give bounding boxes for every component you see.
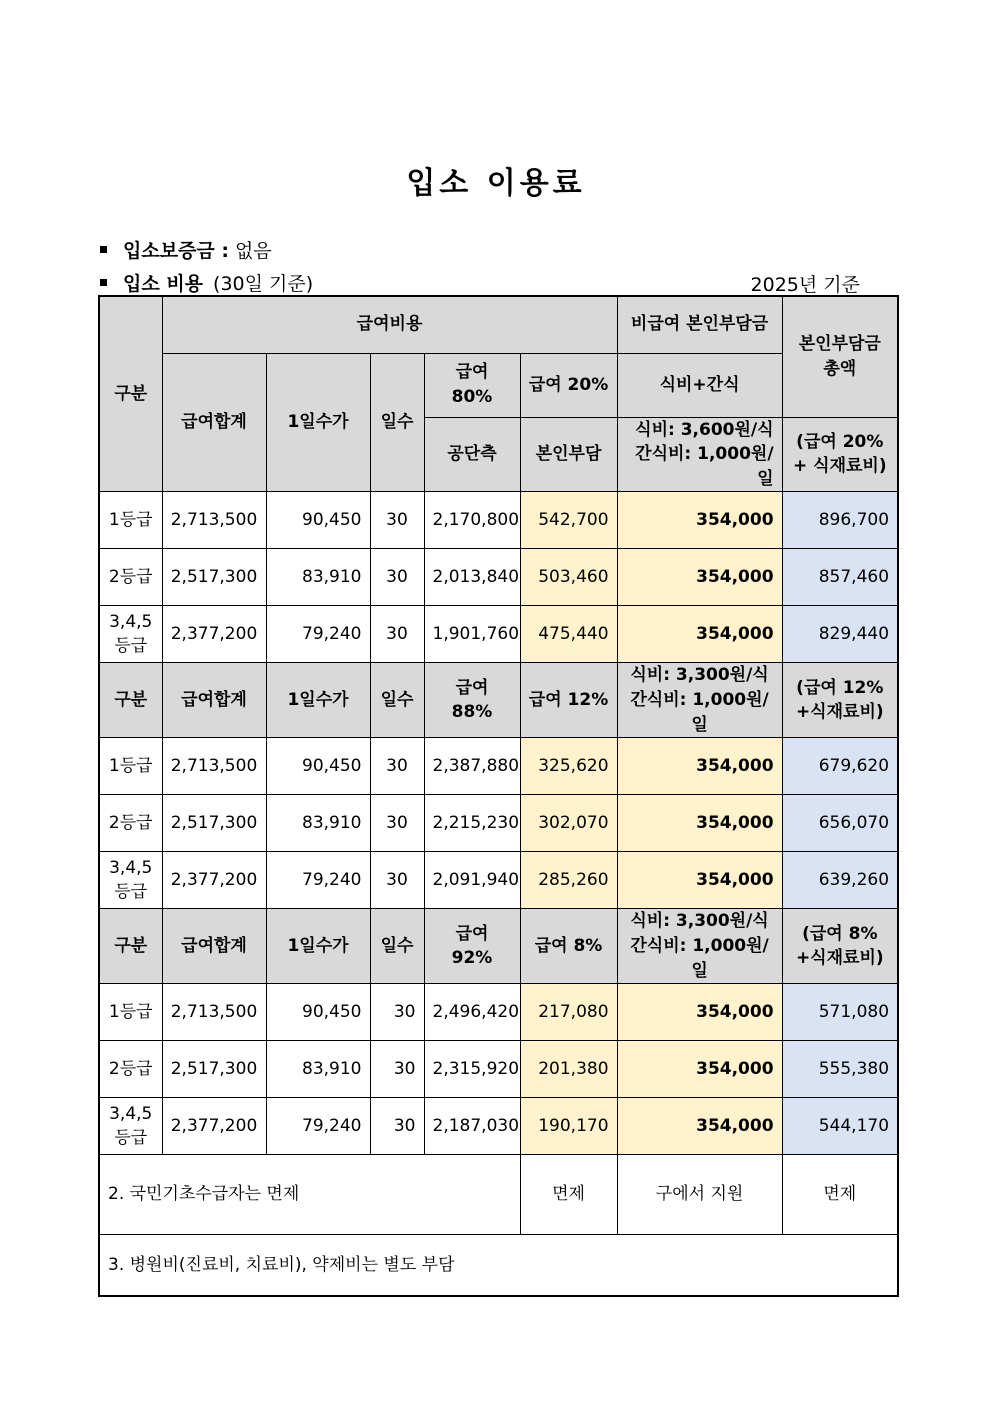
days-cell: 30 <box>370 1041 424 1098</box>
header-days: 일수 <box>370 663 424 738</box>
formula-line2: +식재료비) <box>795 702 884 723</box>
self-pay-cell: 542,700 <box>520 492 617 549</box>
grade-line2: 등급 <box>114 1128 148 1149</box>
header-pct-self: 급여 8% <box>520 909 617 984</box>
header-benefit-total: 급여합계 <box>162 909 266 984</box>
grade-cell: 1등급 <box>99 492 162 549</box>
header-meal-price <box>617 417 782 492</box>
total-cell: 571,080 <box>782 984 898 1041</box>
food-cost-cell: 354,000 <box>617 738 782 795</box>
food-cost-cell: 354,000 <box>617 795 782 852</box>
self-pay-cell: 302,070 <box>520 795 617 852</box>
days-cell: 30 <box>370 984 424 1041</box>
self-pay-cell: 503,460 <box>520 549 617 606</box>
header-daily-fee: 1일수가 <box>266 663 370 738</box>
note-exemption-total: 면제 <box>782 1155 898 1235</box>
deposit-line <box>100 236 272 263</box>
public-cell: 2,091,940 <box>424 852 520 909</box>
header-total-line1: 본인부담금 <box>798 334 881 355</box>
total-cell: 679,620 <box>782 738 898 795</box>
public-cell: 2,387,880 <box>424 738 520 795</box>
total-cell: 896,700 <box>782 492 898 549</box>
header-total-line2: 총액 <box>823 358 857 379</box>
total-cell: 857,460 <box>782 549 898 606</box>
header-pct-self: 급여 20% <box>520 353 617 417</box>
daily-fee-cell: 83,910 <box>266 1041 370 1098</box>
total-cell: 544,170 <box>782 1098 898 1155</box>
meal-price: 식비: 3,300원/식 <box>630 665 769 686</box>
header-meal-snack: 식비+간식 <box>617 353 782 417</box>
section-header-row <box>99 909 898 984</box>
grade-line2: 등급 <box>114 636 148 657</box>
self-pay-cell: 475,440 <box>520 606 617 663</box>
daily-fee-cell: 79,240 <box>266 606 370 663</box>
table-row <box>99 984 898 1041</box>
daily-fee-cell: 90,450 <box>266 984 370 1041</box>
meal-price: 식비: 3,600원/식 <box>635 419 774 440</box>
food-cost-cell: 354,000 <box>617 1098 782 1155</box>
note-exemption-self: 면제 <box>520 1155 617 1235</box>
grade-line1: 3,4,5 <box>109 1103 153 1124</box>
header-category: 구분 <box>99 909 162 984</box>
food-cost-cell: 354,000 <box>617 549 782 606</box>
note-row <box>99 1235 898 1296</box>
food-cost-cell: 354,000 <box>617 606 782 663</box>
benefit-total-cell: 2,517,300 <box>162 1041 266 1098</box>
daily-fee-cell: 83,910 <box>266 549 370 606</box>
grade-cell <box>99 852 162 909</box>
snack-price: 간식비: 1,000원/일 <box>630 935 769 981</box>
self-pay-cell: 325,620 <box>520 738 617 795</box>
public-cell: 2,215,230 <box>424 795 520 852</box>
header-pct-self: 급여 12% <box>520 663 617 738</box>
grade-cell: 2등급 <box>99 549 162 606</box>
header-total <box>782 296 898 417</box>
days-cell: 30 <box>370 606 424 663</box>
daily-fee-cell: 90,450 <box>266 738 370 795</box>
grade-line1: 3,4,5 <box>109 857 153 878</box>
total-cell: 639,260 <box>782 852 898 909</box>
cost-label: 입소 비용 <box>123 273 204 295</box>
days-cell: 30 <box>370 738 424 795</box>
public-cell: 2,187,030 <box>424 1098 520 1155</box>
daily-fee-cell: 79,240 <box>266 852 370 909</box>
cost-line <box>100 269 313 296</box>
food-cost-cell: 354,000 <box>617 984 782 1041</box>
note-exemption: 2. 국민기초수급자는 면제 <box>99 1155 520 1235</box>
table-row <box>99 1098 898 1155</box>
bullet-square-icon <box>100 246 107 253</box>
table-row <box>99 606 898 663</box>
table-row <box>99 795 898 852</box>
days-cell: 30 <box>370 852 424 909</box>
snack-price: 간식비: 1,000원/일 <box>635 444 774 489</box>
benefit-total-cell: 2,377,200 <box>162 852 266 909</box>
grade-line1: 3,4,5 <box>109 611 153 632</box>
header-formula <box>782 909 898 984</box>
grade-cell <box>99 606 162 663</box>
year-note: 2025년 기준 <box>750 274 860 296</box>
benefit-total-cell: 2,713,500 <box>162 738 266 795</box>
formula-line1: (급여 12% <box>796 677 884 698</box>
table-row <box>99 852 898 909</box>
fee-table <box>98 295 899 1297</box>
food-cost-cell: 354,000 <box>617 492 782 549</box>
header-meal-price <box>617 909 782 984</box>
benefit-total-cell: 2,517,300 <box>162 549 266 606</box>
grade-cell: 2등급 <box>99 1041 162 1098</box>
header-public-agency: 공단측 <box>424 417 520 492</box>
header-non-benefit: 비급여 본인부담금 <box>617 296 782 353</box>
formula-line1: (급여 8% <box>802 923 878 944</box>
header-benefit-total: 급여합계 <box>162 663 266 738</box>
grade-cell: 2등급 <box>99 795 162 852</box>
public-cell: 2,013,840 <box>424 549 520 606</box>
cost-note: (30일 기준) <box>213 273 314 295</box>
food-cost-cell: 354,000 <box>617 1041 782 1098</box>
table-row <box>99 1041 898 1098</box>
header-category: 구분 <box>99 663 162 738</box>
header-days: 일수 <box>370 909 424 984</box>
grade-cell: 1등급 <box>99 984 162 1041</box>
food-cost-cell: 354,000 <box>617 852 782 909</box>
header-benefit-cost: 급여비용 <box>162 296 617 353</box>
public-cell: 2,315,920 <box>424 1041 520 1098</box>
note-hospital: 3. 병원비(진료비, 치료비), 약제비는 별도 부담 <box>99 1235 898 1296</box>
header-daily-fee: 1일수가 <box>266 353 370 492</box>
grade-line2: 등급 <box>114 882 148 903</box>
days-cell: 30 <box>370 1098 424 1155</box>
note-exemption-food: 구에서 지원 <box>617 1155 782 1235</box>
header-meal-price <box>617 663 782 738</box>
formula-line2: + 식재료비) <box>792 456 887 477</box>
header-category: 구분 <box>99 296 162 492</box>
self-pay-cell: 285,260 <box>520 852 617 909</box>
grade-cell: 1등급 <box>99 738 162 795</box>
public-cell: 1,901,760 <box>424 606 520 663</box>
table-row <box>99 738 898 795</box>
total-cell: 555,380 <box>782 1041 898 1098</box>
days-cell: 30 <box>370 549 424 606</box>
public-cell: 2,496,420 <box>424 984 520 1041</box>
header-pct-public: 급여 80% <box>424 353 520 417</box>
deposit-value: 없음 <box>234 240 272 262</box>
formula-line2: +식재료비) <box>795 948 884 969</box>
header-benefit-total: 급여합계 <box>162 353 266 492</box>
deposit-label: 입소보증금 : <box>123 240 229 262</box>
snack-price: 간식비: 1,000원/일 <box>630 690 769 735</box>
meal-price: 식비: 3,300원/식 <box>630 911 769 932</box>
bullet-square-icon <box>100 279 107 286</box>
self-pay-cell: 201,380 <box>520 1041 617 1098</box>
formula-line1: (급여 20% <box>796 431 884 452</box>
header-self-pay: 본인부담 <box>520 417 617 492</box>
daily-fee-cell: 79,240 <box>266 1098 370 1155</box>
self-pay-cell: 217,080 <box>520 984 617 1041</box>
header-daily-fee: 1일수가 <box>266 909 370 984</box>
total-cell: 829,440 <box>782 606 898 663</box>
benefit-total-cell: 2,517,300 <box>162 795 266 852</box>
header-pct-public: 급여 88% <box>424 663 520 738</box>
public-cell: 2,170,800 <box>424 492 520 549</box>
grade-cell <box>99 1098 162 1155</box>
page-title: 입소 이용료 <box>406 166 586 201</box>
header-formula <box>782 663 898 738</box>
header-days: 일수 <box>370 353 424 492</box>
daily-fee-cell: 90,450 <box>266 492 370 549</box>
benefit-total-cell: 2,713,500 <box>162 492 266 549</box>
benefit-total-cell: 2,377,200 <box>162 1098 266 1155</box>
header-formula <box>782 417 898 492</box>
table-row <box>99 492 898 549</box>
note-row <box>99 1155 898 1235</box>
section-header-row <box>99 663 898 738</box>
daily-fee-cell: 83,910 <box>266 795 370 852</box>
total-cell: 656,070 <box>782 795 898 852</box>
self-pay-cell: 190,170 <box>520 1098 617 1155</box>
header-pct-public: 급여 92% <box>424 909 520 984</box>
days-cell: 30 <box>370 795 424 852</box>
table-row <box>99 549 898 606</box>
benefit-total-cell: 2,377,200 <box>162 606 266 663</box>
benefit-total-cell: 2,713,500 <box>162 984 266 1041</box>
days-cell: 30 <box>370 492 424 549</box>
